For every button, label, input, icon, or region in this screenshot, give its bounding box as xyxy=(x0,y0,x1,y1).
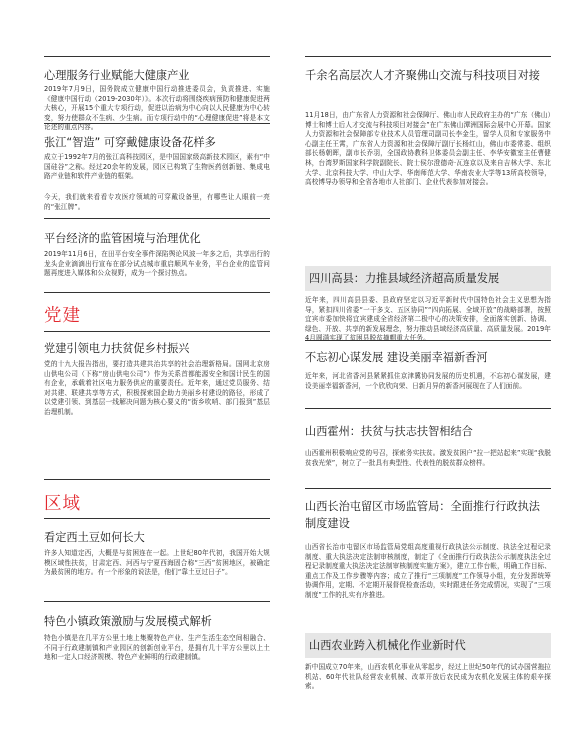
article-title[interactable]: 千余名高层次人才齐聚佛山交流与科技项目对接 xyxy=(305,69,540,82)
article-body: 2019年7月9日，国务院成立健康中国行动推进委员会，负责推进、实施《健康中国行动（2019-2030年）》。本次行动将围绕疾病预防和健康促进两大核心，开展15个重大专项行动，促进以治病为中心向以人民健康为中心转变，努力使群众不生病、少生病。而专项行动中的“心理健康促进”将是本文论述的重点内容。 xyxy=(44,85,270,132)
divider xyxy=(44,518,270,519)
divider xyxy=(44,601,270,602)
divider xyxy=(44,331,270,332)
article-title[interactable]: 特色小镇政策激励与发展模式解析 xyxy=(44,615,212,628)
article-body: 新中国成立70年来，山西农机化事业从零起步，经过上世纪50年代的试办国营拖拉机站、60年代社队经营农业机械、改革开放后农民成为农机化发展主体的艰辛探索。 xyxy=(305,663,551,691)
divider xyxy=(305,408,551,409)
article-body: 许多人知道定西，大概是与贫困连在一起。上世纪80年代初，我国开始大规模区域性扶贫，甘肃定西、河西与宁夏西海固合称“三西”贫困地区，被确定为最贫困的地方。有一个形象的说法是，他们“靠土豆过日子”。 xyxy=(44,549,270,577)
article-title[interactable]: 不忘初心谋发展 建设美丽幸福新香河 xyxy=(305,351,488,364)
article-title[interactable]: 四川高县：力推县域经济超高质量发展 xyxy=(309,272,500,285)
article-body: 近年来，四川高县县委、县政府坚定以习近平新时代中国特色社会主义思想为指导，紧扣四川省委“一干多支、五区协同”“四向拓展、全域开放”的战略部署，按照宜宾市委加快将宜宾建成全省经济第二极中心的决策安排，全面落实创新、协调、绿色、开放、共享的新发展理念，努力推动县域经济高质量、高质量发展。2019年4月圆满实现了贫困县脱贫摘帽重大任务。 xyxy=(305,296,551,343)
article-title[interactable]: 山西农业跨入机械化作业新时代 xyxy=(309,639,466,652)
article-title[interactable]: 山西长治屯留区市场监管局：全面推行行政执法制度建设 xyxy=(305,500,540,530)
divider xyxy=(305,340,551,341)
section-heading-region: 区域 xyxy=(44,494,81,514)
article-body: 山西霍州积极响应党的号召，探索务实扶贫。激发贫困户“拉一把站起来”实现“我脱贫我光荣”，树立了一批具有典型性、代表性的脱贫群众榜样。 xyxy=(305,449,551,467)
article-title[interactable]: 平台经济的监管困境与治理优化 xyxy=(44,232,201,245)
article-title[interactable]: 看定西土豆如何长大 xyxy=(44,531,145,544)
article-body: 成立于1992年7月的张江高科技园区，是中国国家级高新技术园区，素有“中国硅谷”之称。经过20余年的发展，园区已构筑了生物医药创新链、集成电路产业链和软件产业链的框架。 xyxy=(44,153,270,181)
article-title[interactable]: 张江“智造” 可穿戴健康设备花样多 xyxy=(44,136,216,149)
divider xyxy=(44,123,270,124)
article-body: 今天，我们就来看看专攻医疗领域的可穿戴设备里，有哪些让人眼前一亮的“张江牌”。 xyxy=(44,193,270,211)
article-title-bar xyxy=(305,633,551,658)
article-title[interactable]: 心理服务行业赋能大健康产业 xyxy=(44,69,190,82)
article-title[interactable]: 山西霍州：扶贫与扶志扶智相结合 xyxy=(305,425,473,438)
article-body: 山西省长治市屯留区市场监管局党组高度重视行政执法公示制度、执法全过程记录制度、重大执法决定法制审核制度，制定了《全面推行行政执法公示制度执法全过程记录制度重大执法决定法制审核制度实施方案》，建立工作台帐，明确工作目标、重点工作及工作步骤等内容；成立了推行“三项制度”工作领导小组，充分发挥统筹协调作用，定期、不定期开展督促检查活动，实时跟进任务完成情况，实现了“三项制度”工作的扎实有序推进。 xyxy=(305,543,551,599)
article-title[interactable]: 党建引领电力扶贫促乡村振兴 xyxy=(44,342,190,355)
article-body: 2019年11月6日，在田平台安全事件深陷舆论风波一年多之后，共享出行的龙头企业滴滴出行宣布在部分试点城市重启顺风车业务，平台企业的监管问题再度进入媒体和公众视野，成为一个探讨热点。 xyxy=(44,250,270,278)
divider xyxy=(44,479,270,480)
divider xyxy=(305,488,551,489)
article-title-bar xyxy=(305,266,551,291)
divider xyxy=(44,292,270,293)
divider xyxy=(44,218,270,219)
article-body: 党的十九大报告指出，要打造共建共治共享的社会治理新格局。国网北京房山供电公司（下称“房山供电公司”）作为关系首都能源安全和国计民生的国有企业，承载着社区电力服务供应的重要责任。近年来，通过党员服务、结对共建、联建共享等方式，积极探索国企助力美丽乡村建设的路径，形成了以党建引领、到基层一线解决问题为核心要义的“街乡吹哨、部门报到”基层治理机制。 xyxy=(44,360,270,416)
top-rule-left xyxy=(44,56,270,57)
article-body: 特色小镇是在几平方公里土地上集聚特色产业、生产生活生态空间相融合、不同于行政建制镇和产业园区的创新创业平台，是拥有几十平方公里以上土地和一定人口经济规模、特色产业鲜明的行政建制镇。 xyxy=(44,634,270,662)
article-body: 近年来，河北省香河县紧紧抓住京津冀协同发展的历史机遇，不忘初心谋发展，建设美丽幸福新香河，一个欣欣向荣、日新月异的新香河展现在了人们面前。 xyxy=(305,372,551,390)
top-rule-right xyxy=(305,56,551,57)
section-heading-party: 党建 xyxy=(44,306,81,326)
article-body: 11月18日，由广东省人力资源和社会保障厅、佛山市人民政府主办的“广东（佛山）博士和博士后人才交流与科技项目对接会”在广东佛山潭洲国际会展中心开幕。国家人力资源和社会保障部专业技术人员管理司副司长李金生，留学人员和专家服务中心副主任王霄，广东省人力资源和社会保障厅副厅长杨红山，佛山市委常委、组织部长杨朝晖，副市长乔羽，全国政协教科卫体委员会副主任、李华安徽室主任曹健林，台湾罗斯国家科学院副院长、院士侯尔澄德奇·瓦连京以及来自吉林大学、东北大学、北京科技大学、中山大学、华南师范大学、华南农业大学等13所高校领导，高校博导办领导和全省各地市人社部门、企业代表参加对接会。 xyxy=(305,111,551,187)
